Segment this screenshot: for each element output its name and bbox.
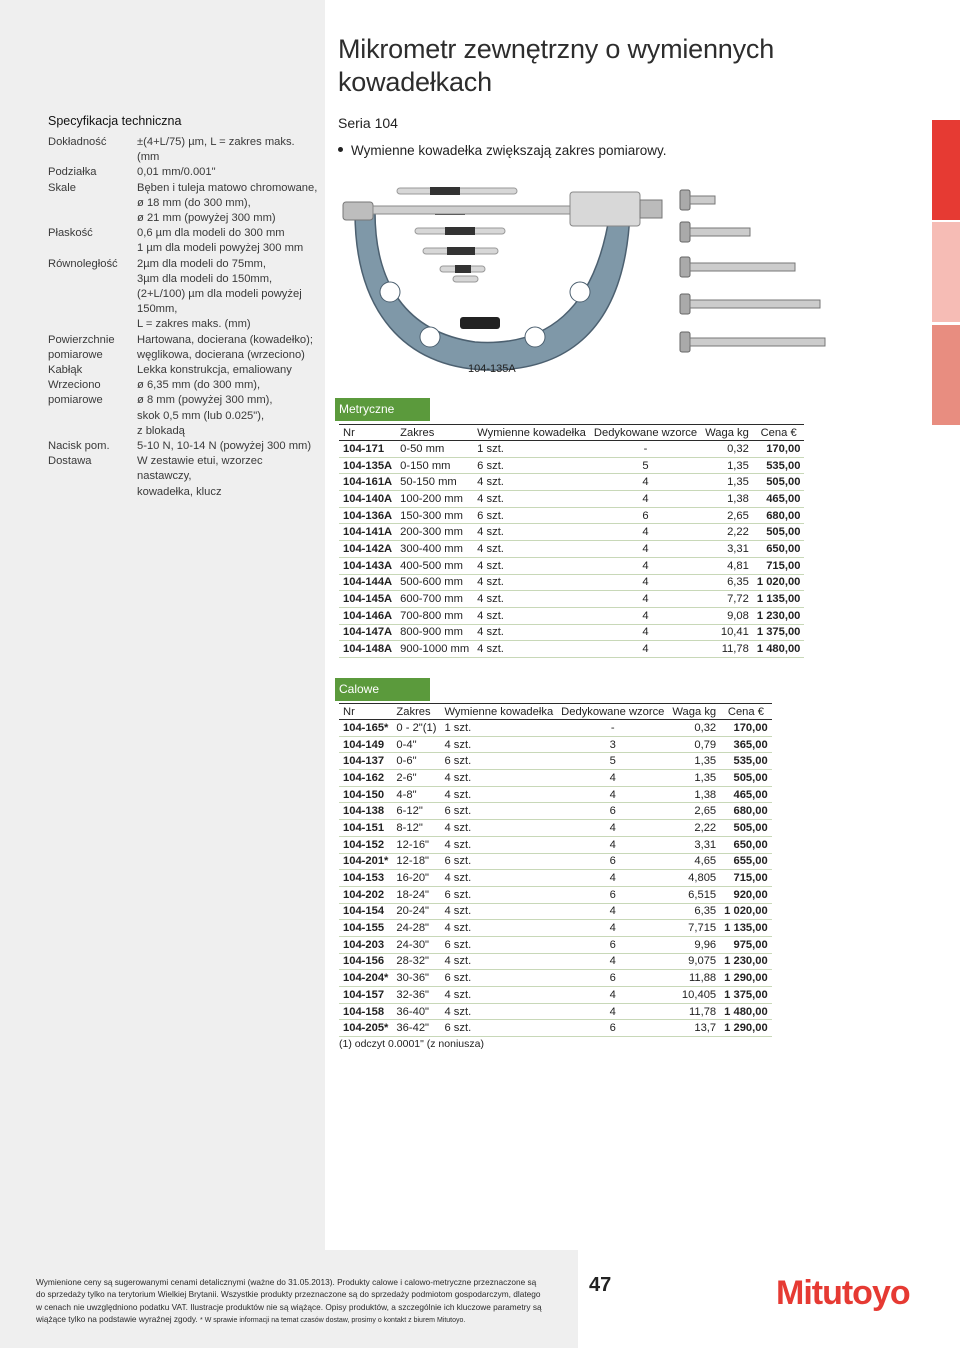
table-row <box>339 753 772 770</box>
table-cell-kow: 4 szt. <box>440 1003 557 1020</box>
spec-value: 2µm dla modeli do 75mm, 3µm dla modeli do 150mm, (2+L/100) µm dla modeli powyżej 150mm, L = zakres maks. (mm) <box>137 257 302 331</box>
spec-row <box>48 165 318 180</box>
table-cell-waga: 13,7 <box>668 1020 720 1037</box>
mitutoyo-logo <box>776 1270 926 1318</box>
table-cell-ded: 4 <box>557 770 668 787</box>
table-cell-waga: 2,65 <box>701 507 753 524</box>
spec-key: Podziałka <box>48 166 97 179</box>
table-cell-nr: 104-201* <box>339 853 392 870</box>
table-row <box>339 770 772 787</box>
table-cell-nr: 104-152 <box>339 836 392 853</box>
series-label: Seria 104 <box>338 115 398 131</box>
table-cell-ded: - <box>557 720 668 737</box>
table-cell-ded: 4 <box>590 541 701 558</box>
table-cell-zakres: 150-300 mm <box>396 507 473 524</box>
table-row <box>339 936 772 953</box>
table-cell-zakres: 0-50 mm <box>396 441 473 458</box>
interchangeable-anvils-icon <box>680 190 825 352</box>
table-cell-kow: 4 szt. <box>440 836 557 853</box>
table-row <box>339 1020 772 1037</box>
table-cell-price: 1 020,00 <box>720 903 772 920</box>
table-cell-waga: 9,96 <box>668 936 720 953</box>
table-cell-kow: 6 szt. <box>440 1020 557 1037</box>
table-row <box>339 903 772 920</box>
edge-tab-pink <box>932 222 960 322</box>
table-cell-price: 1 375,00 <box>753 624 805 641</box>
table-cell-ded: 4 <box>557 1003 668 1020</box>
spec-row <box>48 454 318 500</box>
table-row <box>339 441 804 458</box>
table-cell-price: 1 230,00 <box>753 607 805 624</box>
table-row <box>339 457 804 474</box>
table-cell-nr: 104-165* <box>339 720 392 737</box>
table-cell-waga: 1,35 <box>701 457 753 474</box>
table-cell-ded: 6 <box>557 936 668 953</box>
table-cell-waga: 6,35 <box>668 903 720 920</box>
table-cell-kow: 4 szt. <box>440 903 557 920</box>
table-cell-ded: 4 <box>590 474 701 491</box>
table-cell-waga: 1,35 <box>668 753 720 770</box>
table-cell-waga: 11,78 <box>701 641 753 658</box>
table-cell-nr: 104-140A <box>339 491 396 508</box>
table-cell-nr: 104-145A <box>339 591 396 608</box>
table-row <box>339 491 804 508</box>
table-cell-waga: 1,35 <box>701 474 753 491</box>
table-row <box>339 507 804 524</box>
table-cell-ded: 4 <box>590 641 701 658</box>
spec-row <box>48 333 318 363</box>
table-cell-kow: 4 szt. <box>440 770 557 787</box>
table-cell-zakres: 16-20" <box>392 870 440 887</box>
spec-value: Hartowana, docierana (kowadełko); węglikowa, docierana (wrzeciono) <box>137 333 313 361</box>
micrometer-frame-icon <box>343 192 662 370</box>
column-header: Zakres <box>392 704 440 720</box>
table-cell-kow: 4 szt. <box>473 474 590 491</box>
spec-key: Dokładność <box>48 136 107 148</box>
table-row <box>339 736 772 753</box>
table-cell-nr: 104-162 <box>339 770 392 787</box>
table-row <box>339 920 772 937</box>
table-cell-nr: 104-205* <box>339 1020 392 1037</box>
table-cell-zakres: 36-42" <box>392 1020 440 1037</box>
table-cell-price: 1 290,00 <box>720 970 772 987</box>
table-cell-price: 505,00 <box>720 820 772 837</box>
table-cell-nr: 104-171 <box>339 441 396 458</box>
table-row <box>339 591 804 608</box>
table-cell-zakres: 100-200 mm <box>396 491 473 508</box>
table-cell-zakres: 500-600 mm <box>396 574 473 591</box>
table-cell-waga: 0,32 <box>701 441 753 458</box>
table-cell-nr: 104-142A <box>339 541 396 558</box>
table-cell-kow: 6 szt. <box>473 457 590 474</box>
table-cell-price: 535,00 <box>753 457 805 474</box>
spec-row <box>48 226 318 256</box>
inch-section-tag: Calowe <box>335 678 430 701</box>
table-cell-zakres: 18-24" <box>392 886 440 903</box>
table-cell-price: 1 480,00 <box>753 641 805 658</box>
table-cell-nr: 104-155 <box>339 920 392 937</box>
table-row <box>339 820 772 837</box>
table-cell-waga: 3,31 <box>701 541 753 558</box>
table-cell-zakres: 20-24" <box>392 903 440 920</box>
table-cell-nr: 104-161A <box>339 474 396 491</box>
table-cell-ded: 6 <box>557 970 668 987</box>
table-cell-waga: 4,81 <box>701 557 753 574</box>
table-cell-waga: 6,515 <box>668 886 720 903</box>
spec-row <box>48 439 318 454</box>
table-cell-ded: 4 <box>590 624 701 641</box>
table-cell-price: 365,00 <box>720 736 772 753</box>
table-row <box>339 987 772 1004</box>
spec-value: 5-10 N, 10-14 N (powyżej 300 mm) <box>137 440 312 453</box>
spec-key: Dostawa <box>48 455 92 468</box>
column-header: Dedykowane wzorce <box>557 704 668 720</box>
table-row <box>339 641 804 658</box>
spec-row <box>48 181 318 227</box>
table-cell-zakres: 28-32" <box>392 953 440 970</box>
table-cell-zakres: 200-300 mm <box>396 524 473 541</box>
footer-disclaimer <box>36 1276 546 1327</box>
column-header: Waga kg <box>701 425 753 441</box>
table-cell-nr: 104-150 <box>339 786 392 803</box>
table-cell-ded: 4 <box>557 987 668 1004</box>
table-cell-nr: 104-202 <box>339 886 392 903</box>
table-cell-kow: 6 szt. <box>440 753 557 770</box>
column-header: Nr <box>339 704 392 720</box>
spec-key: Płaskość <box>48 227 93 240</box>
page-title: Mikrometr zewnętrzny o wymiennych kowadełkach <box>338 34 775 97</box>
spec-row <box>48 363 318 378</box>
table-cell-ded: 6 <box>557 853 668 870</box>
edge-tab-red <box>932 120 960 220</box>
table-cell-waga: 0,79 <box>668 736 720 753</box>
table-cell-price: 1 135,00 <box>720 920 772 937</box>
table-cell-price: 920,00 <box>720 886 772 903</box>
table-cell-nr: 104-153 <box>339 870 392 887</box>
table-cell-kow: 4 szt. <box>440 786 557 803</box>
table-cell-waga: 3,31 <box>668 836 720 853</box>
table-cell-waga: 7,715 <box>668 920 720 937</box>
footer-disclaimer-text: Wymienione ceny są sugerowanymi cenami detalicznymi (ważne do 31.05.2013). Produkty calowe i calowo-metryczne przeznaczone są do sprzedaży tylko na terytorium Wielkiej Brytanii. Wszystkie produkty przeznaczone są do sprzedaży podmiotom gospodarczym, dlatego w cenach nie uwzględniono podatku VAT. Ilustracje produktów nie są wiążące. Opisy produktów, a szczególnie ich kluczowe parametry są wiążące tylko na podstawie wyraźnej zgody. <box>36 1277 542 1324</box>
spec-heading: Specyfikacja techniczna <box>48 114 182 128</box>
metric-section-tag: Metryczne <box>335 398 430 421</box>
table-cell-zakres: 800-900 mm <box>396 624 473 641</box>
table-cell-nr: 104-147A <box>339 624 396 641</box>
table-cell-kow: 4 szt. <box>473 607 590 624</box>
table-cell-waga: 7,72 <box>701 591 753 608</box>
table-cell-kow: 4 szt. <box>473 541 590 558</box>
table-cell-ded: 4 <box>557 786 668 803</box>
table-cell-nr: 104-141A <box>339 524 396 541</box>
metric-price-table <box>339 424 804 658</box>
spec-key: Nacisk pom. <box>48 440 110 453</box>
table-cell-nr: 104-135A <box>339 457 396 474</box>
table-cell-ded: 4 <box>590 574 701 591</box>
spec-value: 0,6 µm dla modeli do 300 mm 1 µm dla modeli powyżej 300 mm <box>137 227 304 255</box>
table-cell-price: 975,00 <box>720 936 772 953</box>
column-header: Dedykowane wzorce <box>590 425 701 441</box>
table-cell-zakres: 30-36" <box>392 970 440 987</box>
table-cell-nr: 104-149 <box>339 736 392 753</box>
table-cell-waga: 4,805 <box>668 870 720 887</box>
logo-text: Mitutoyo <box>776 1274 910 1312</box>
table-cell-ded: 4 <box>590 591 701 608</box>
table-cell-price: 1 020,00 <box>753 574 805 591</box>
micrometer-product-image <box>335 172 835 397</box>
table-row <box>339 474 804 491</box>
table-cell-zakres: 0-4" <box>392 736 440 753</box>
spec-table <box>48 135 318 500</box>
column-header: Wymienne kowadełka <box>473 425 590 441</box>
footer-small-note: * W sprawie informacji na temat czasów dostaw, prosimy o kontakt z biurem Mitutoyo. <box>200 1316 466 1324</box>
spec-value: Lekka konstrukcja, emaliowany <box>137 364 292 377</box>
table-cell-zakres: 0-6" <box>392 753 440 770</box>
table-cell-nr: 104-158 <box>339 1003 392 1020</box>
page-number: 47 <box>589 1274 612 1296</box>
table-cell-ded: 4 <box>557 836 668 853</box>
table-row <box>339 970 772 987</box>
column-header: Cena € <box>720 704 772 720</box>
spec-key: Powierzchnie pomiarowe <box>48 333 115 361</box>
table-cell-price: 650,00 <box>720 836 772 853</box>
table-cell-waga: 4,65 <box>668 853 720 870</box>
table-cell-ded: 4 <box>557 920 668 937</box>
table-cell-kow: 4 szt. <box>440 870 557 887</box>
table-cell-waga: 9,075 <box>668 953 720 970</box>
table-cell-price: 535,00 <box>720 753 772 770</box>
table-cell-kow: 4 szt. <box>473 524 590 541</box>
table-cell-kow: 6 szt. <box>440 886 557 903</box>
table-cell-waga: 6,35 <box>701 574 753 591</box>
table-cell-nr: 104-136A <box>339 507 396 524</box>
table-cell-nr: 104-148A <box>339 641 396 658</box>
table-row <box>339 607 804 624</box>
table-cell-zakres: 50-150 mm <box>396 474 473 491</box>
table-cell-nr: 104-157 <box>339 987 392 1004</box>
table-cell-ded: 6 <box>557 1020 668 1037</box>
table-cell-zakres: 12-16" <box>392 836 440 853</box>
table-cell-waga: 11,78 <box>668 1003 720 1020</box>
table-cell-zakres: 400-500 mm <box>396 557 473 574</box>
setting-standards-icon <box>397 187 517 282</box>
table-cell-ded: 3 <box>557 736 668 753</box>
table-cell-zakres: 0 - 2"(1) <box>392 720 440 737</box>
table-cell-price: 650,00 <box>753 541 805 558</box>
table-cell-kow: 4 szt. <box>473 574 590 591</box>
table-cell-nr: 104-137 <box>339 753 392 770</box>
table-cell-kow: 4 szt. <box>440 953 557 970</box>
spec-row <box>48 135 318 165</box>
table-cell-kow: 1 szt. <box>440 720 557 737</box>
table-cell-ded: 4 <box>557 903 668 920</box>
bullet-dot-icon <box>338 147 343 152</box>
inch-price-table <box>339 703 772 1037</box>
table-cell-price: 505,00 <box>753 524 805 541</box>
table-cell-waga: 2,22 <box>701 524 753 541</box>
column-header: Nr <box>339 425 396 441</box>
table-cell-zakres: 12-18" <box>392 853 440 870</box>
table-cell-waga: 10,405 <box>668 987 720 1004</box>
table-cell-waga: 2,22 <box>668 820 720 837</box>
table-cell-price: 1 290,00 <box>720 1020 772 1037</box>
spec-row <box>48 378 318 439</box>
table-cell-ded: 4 <box>590 491 701 508</box>
table-cell-ded: 6 <box>557 803 668 820</box>
table-cell-kow: 6 szt. <box>473 507 590 524</box>
table-cell-waga: 9,08 <box>701 607 753 624</box>
spec-value: W zestawie etui, wzorzec nastawczy, kowadełka, klucz <box>137 455 263 498</box>
table-cell-zakres: 36-40" <box>392 1003 440 1020</box>
table-cell-nr: 104-144A <box>339 574 396 591</box>
product-model-label: 104-135A <box>468 363 516 375</box>
table-cell-kow: 4 szt. <box>473 624 590 641</box>
spec-key: Równoległość <box>48 257 118 270</box>
table-row <box>339 786 772 803</box>
table-cell-zakres: 8-12" <box>392 820 440 837</box>
spec-key: Kabłąk <box>48 364 83 377</box>
table-cell-nr: 104-204* <box>339 970 392 987</box>
table-cell-ded: 5 <box>590 457 701 474</box>
table-cell-ded: 4 <box>557 870 668 887</box>
spec-value: 0,01 mm/0.001" <box>137 166 216 179</box>
table-cell-zakres: 24-30" <box>392 936 440 953</box>
spec-value: ø 6,35 mm (do 300 mm), ø 8 mm (powyżej 300 mm), skok 0,5 mm (lub 0.025"), z blokadą <box>137 379 273 437</box>
column-header: Wymienne kowadełka <box>440 704 557 720</box>
table-row <box>339 624 804 641</box>
table-row <box>339 886 772 903</box>
table-cell-price: 715,00 <box>720 870 772 887</box>
table-cell-zakres: 600-700 mm <box>396 591 473 608</box>
table-cell-zakres: 6-12" <box>392 803 440 820</box>
table-cell-price: 465,00 <box>720 786 772 803</box>
table-cell-nr: 104-146A <box>339 607 396 624</box>
column-header: Waga kg <box>668 704 720 720</box>
table-cell-nr: 104-156 <box>339 953 392 970</box>
spec-key: Skale <box>48 181 76 194</box>
table-cell-kow: 6 szt. <box>440 970 557 987</box>
table-cell-zakres: 32-36" <box>392 987 440 1004</box>
table-cell-nr: 104-154 <box>339 903 392 920</box>
table-cell-zakres: 0-150 mm <box>396 457 473 474</box>
table-cell-zakres: 4-8" <box>392 786 440 803</box>
table-cell-ded: 4 <box>557 953 668 970</box>
table-cell-price: 680,00 <box>720 803 772 820</box>
table-row <box>339 853 772 870</box>
table-cell-kow: 4 szt. <box>473 491 590 508</box>
table-cell-price: 1 375,00 <box>720 987 772 1004</box>
spec-row <box>48 257 318 333</box>
table-cell-nr: 104-143A <box>339 557 396 574</box>
table-cell-kow: 4 szt. <box>473 641 590 658</box>
table-cell-kow: 6 szt. <box>440 803 557 820</box>
table-cell-nr: 104-203 <box>339 936 392 953</box>
table-cell-kow: 4 szt. <box>440 736 557 753</box>
table-cell-ded: 4 <box>590 557 701 574</box>
footnote: (1) odczyt 0.0001" (z noniusza) <box>339 1038 484 1050</box>
table-cell-price: 715,00 <box>753 557 805 574</box>
table-row <box>339 574 804 591</box>
table-cell-price: 1 230,00 <box>720 953 772 970</box>
table-row <box>339 953 772 970</box>
table-cell-zakres: 300-400 mm <box>396 541 473 558</box>
table-cell-ded: 6 <box>590 507 701 524</box>
table-cell-zakres: 24-28" <box>392 920 440 937</box>
table-cell-price: 505,00 <box>753 474 805 491</box>
spec-key: Wrzeciono pomiarowe <box>48 379 103 407</box>
table-row <box>339 836 772 853</box>
table-row <box>339 541 804 558</box>
table-cell-waga: 0,32 <box>668 720 720 737</box>
table-row <box>339 720 772 737</box>
table-cell-price: 505,00 <box>720 770 772 787</box>
table-cell-price: 170,00 <box>753 441 805 458</box>
table-row <box>339 524 804 541</box>
table-cell-ded: 4 <box>590 524 701 541</box>
table-cell-waga: 11,88 <box>668 970 720 987</box>
table-cell-kow: 4 szt. <box>473 557 590 574</box>
edge-tab-salmon <box>932 325 960 425</box>
table-cell-ded: 4 <box>557 820 668 837</box>
table-cell-zakres: 700-800 mm <box>396 607 473 624</box>
table-cell-price: 170,00 <box>720 720 772 737</box>
column-header: Zakres <box>396 425 473 441</box>
table-cell-ded: - <box>590 441 701 458</box>
table-cell-waga: 1,38 <box>701 491 753 508</box>
table-cell-kow: 6 szt. <box>440 936 557 953</box>
table-cell-price: 1 480,00 <box>720 1003 772 1020</box>
table-cell-price: 465,00 <box>753 491 805 508</box>
feature-bullet <box>338 143 667 158</box>
table-cell-waga: 2,65 <box>668 803 720 820</box>
table-cell-kow: 4 szt. <box>440 987 557 1004</box>
table-row <box>339 1003 772 1020</box>
spec-value: ±(4+L/75) µm, L = zakres maks. (mm <box>137 136 295 164</box>
table-row <box>339 870 772 887</box>
table-cell-kow: 1 szt. <box>473 441 590 458</box>
table-row <box>339 803 772 820</box>
table-cell-nr: 104-138 <box>339 803 392 820</box>
table-cell-waga: 1,35 <box>668 770 720 787</box>
table-cell-price: 655,00 <box>720 853 772 870</box>
table-cell-price: 1 135,00 <box>753 591 805 608</box>
table-cell-kow: 4 szt. <box>440 820 557 837</box>
table-cell-price: 680,00 <box>753 507 805 524</box>
table-cell-kow: 4 szt. <box>440 920 557 937</box>
feature-text: Wymienne kowadełka zwiększają zakres pomiarowy. <box>351 143 667 158</box>
table-cell-ded: 6 <box>557 886 668 903</box>
table-cell-ded: 5 <box>557 753 668 770</box>
table-cell-zakres: 2-6" <box>392 770 440 787</box>
spec-value: Bęben i tuleja matowo chromowane, ø 18 mm (do 300 mm), ø 21 mm (powyżej 300 mm) <box>137 181 318 225</box>
table-cell-waga: 10,41 <box>701 624 753 641</box>
table-cell-kow: 4 szt. <box>473 591 590 608</box>
table-row <box>339 557 804 574</box>
table-cell-kow: 6 szt. <box>440 853 557 870</box>
table-cell-ded: 4 <box>590 607 701 624</box>
table-cell-waga: 1,38 <box>668 786 720 803</box>
table-cell-zakres: 900-1000 mm <box>396 641 473 658</box>
table-cell-nr: 104-151 <box>339 820 392 837</box>
column-header: Cena € <box>753 425 805 441</box>
